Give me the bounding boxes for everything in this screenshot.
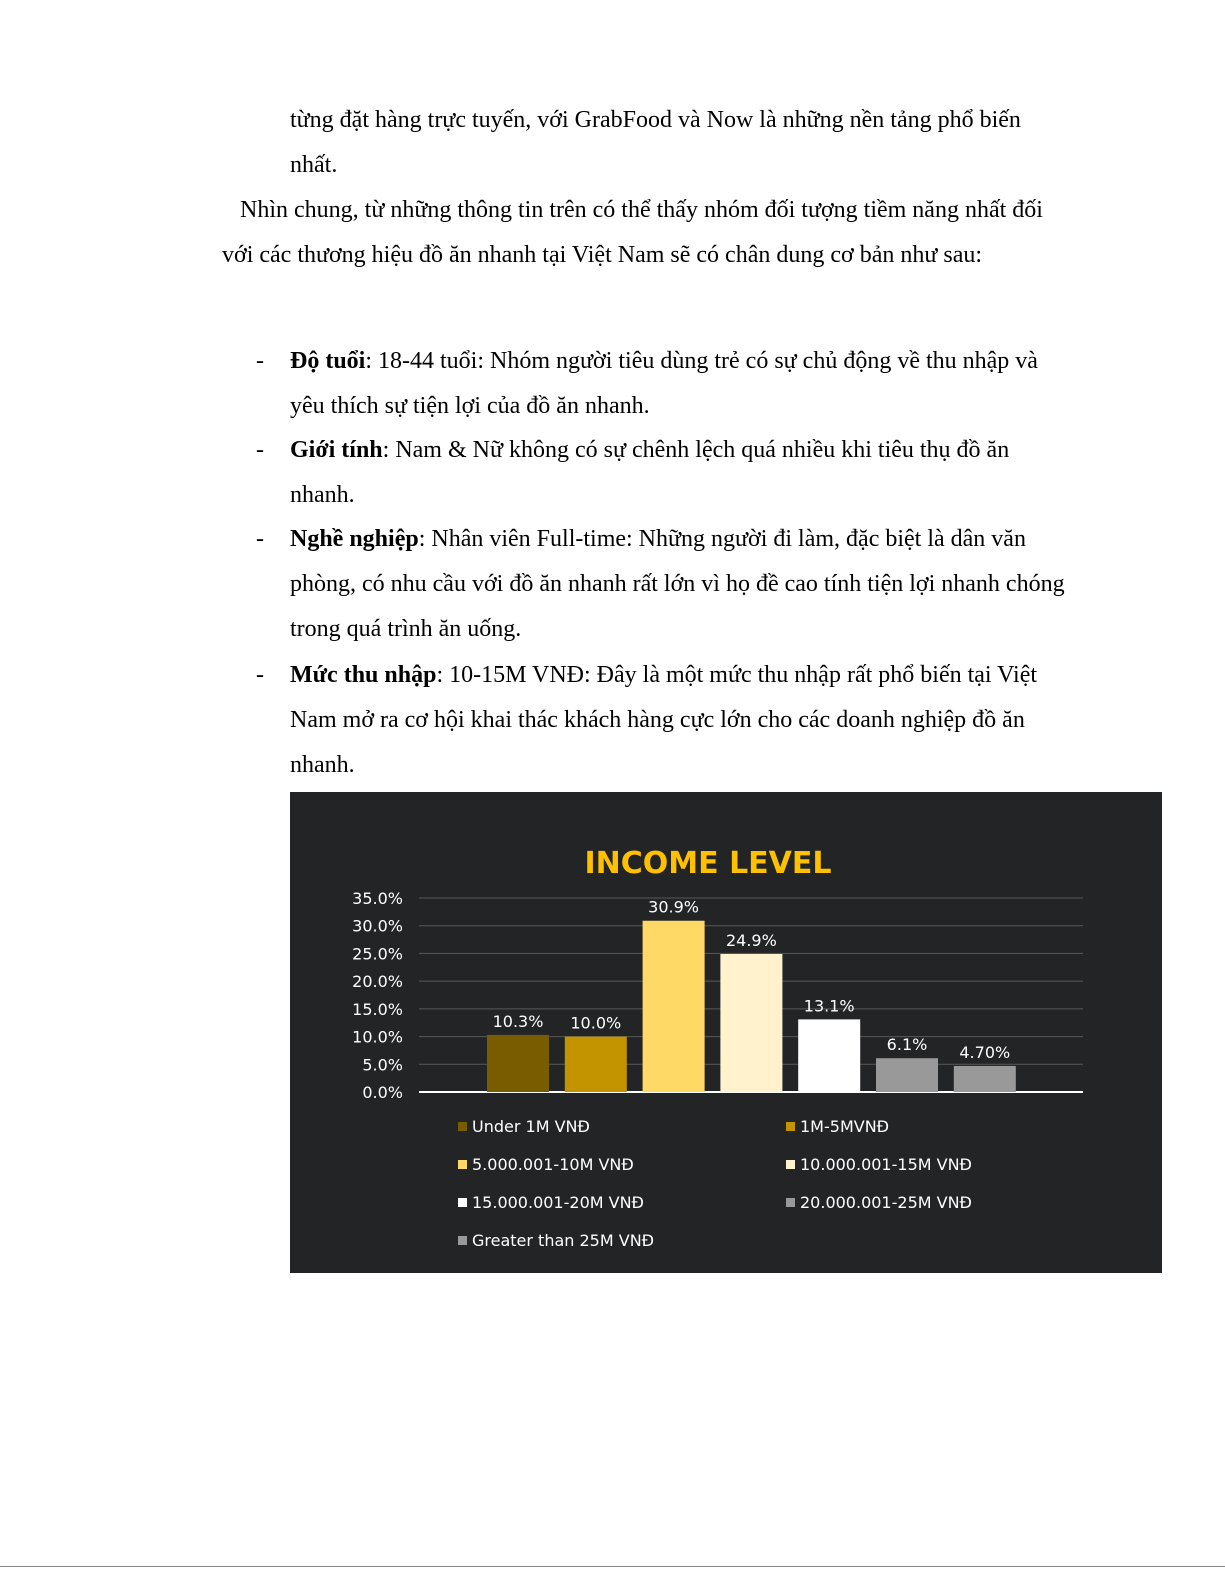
bullet-dash: - — [256, 437, 264, 463]
bar — [876, 1058, 938, 1092]
legend-swatch — [458, 1236, 467, 1245]
data-label: 6.1% — [886, 1035, 928, 1055]
y-tick-label: 5.0% — [362, 1055, 403, 1075]
continuation-paragraph: từng đặt hàng trực tuyến, với GrabFood và Now là những nền tảng phổ biến nhất. — [290, 107, 1021, 178]
bullet-dash: - — [256, 662, 264, 688]
legend-label: 15.000.001-20M VNĐ — [472, 1193, 644, 1212]
bullet-dash: - — [256, 526, 264, 552]
data-label: 30.9% — [648, 897, 700, 917]
legend-swatch — [458, 1160, 467, 1169]
bullet-term: Độ tuổi — [290, 348, 366, 374]
y-tick-label: 20.0% — [352, 972, 403, 992]
legend-label: Under 1M VNĐ — [472, 1117, 590, 1136]
bar — [798, 1019, 860, 1092]
data-label: 24.9% — [725, 930, 777, 950]
legend-label: 5.000.001-10M VNĐ — [472, 1155, 634, 1174]
page-footer-rule — [0, 1566, 1225, 1567]
bar — [565, 1037, 627, 1092]
bar — [643, 921, 705, 1092]
bullet-text: : Nhân viên Full-time: Những người đi làm, đặc biệt là dân văn phòng, có nhu cầu với đồ ăn nhanh rất lớn vì họ đề cao tính tiện lợi nhanh chóng trong quá trình ăn uống. — [290, 526, 1065, 642]
legend-swatch — [786, 1122, 795, 1131]
y-tick-label: 0.0% — [362, 1083, 403, 1102]
y-axis — [352, 889, 403, 1102]
y-tick-label: 30.0% — [352, 916, 403, 936]
bullet-text: : 10-15M VNĐ: Đây là một mức thu nhập rất phổ biến tại Việt Nam mở ra cơ hội khai thác khách hàng cực lớn cho các doanh nghiệp đồ ăn nhanh. — [290, 662, 1038, 778]
data-label: 10.0% — [570, 1013, 622, 1033]
y-tick-label: 15.0% — [352, 999, 403, 1019]
legend-label: 1M-5MVNĐ — [800, 1117, 890, 1136]
bar — [720, 954, 782, 1092]
chart-svg — [290, 792, 1162, 1273]
y-tick-label: 25.0% — [352, 944, 403, 964]
bullet-text: : Nam & Nữ không có sự chênh lệch quá nhiều khi tiêu thụ đồ ăn nhanh. — [290, 437, 1010, 508]
legend-swatch — [458, 1198, 467, 1207]
y-tick-label: 10.0% — [352, 1027, 403, 1047]
legend-swatch — [458, 1122, 467, 1131]
legend-swatch — [786, 1198, 795, 1207]
income-level-chart — [290, 792, 1162, 1273]
bar — [487, 1035, 549, 1092]
data-label: 13.1% — [803, 996, 855, 1016]
bar — [954, 1066, 1016, 1092]
legend-label: 10.000.001-15M VNĐ — [800, 1155, 972, 1174]
bullet-term: Giới tính — [290, 437, 383, 463]
legend-label: Greater than 25M VNĐ — [472, 1231, 655, 1250]
bullet-dash: - — [256, 348, 264, 374]
legend — [458, 1117, 972, 1250]
intro-text: Nhìn chung, từ những thông tin trên có thể thấy nhóm đối tượng tiềm năng nhất đối với các thương hiệu đồ ăn nhanh tại Việt Nam sẽ có chân dung cơ bản như sau: — [222, 197, 1043, 268]
bullet-term: Nghề nghiệp — [290, 526, 419, 552]
legend-swatch — [786, 1160, 795, 1169]
data-label: 4.70% — [959, 1042, 1011, 1062]
intro-paragraph — [222, 188, 1062, 278]
data-label: 10.3% — [492, 1011, 544, 1031]
bullet-term: Mức thu nhập — [290, 662, 437, 688]
legend-label: 20.000.001-25M VNĐ — [800, 1193, 972, 1212]
chart-title: INCOME LEVEL — [584, 846, 832, 881]
y-tick-label: 35.0% — [352, 889, 403, 908]
bullet-text: : 18-44 tuổi: Nhóm người tiêu dùng trẻ có sự chủ động về thu nhập và yêu thích sự tiện lợi của đồ ăn nhanh. — [290, 348, 1038, 419]
